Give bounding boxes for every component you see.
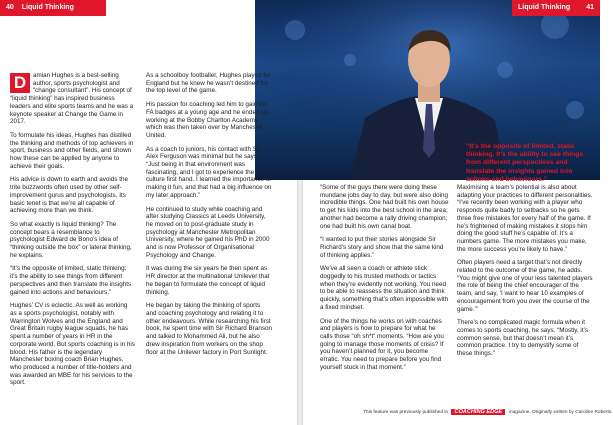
article-paragraph: As a coach to juniors, his contact with Sir Alex Ferguson was minimal but he says: “Just being in that environment was fascinating, and I got to experience the culture first hand. I learned the importance of making it fun, and that had a big influence on my later approach.” <box>146 145 272 199</box>
article-column-1 <box>10 72 135 393</box>
article-paragraph: We’ve all seen a coach or athlete stick doggedly to his trusted methods or tactics when they’re evidently not working. You need to be able to reassess the situation and think quickly, something that’s often impossible with a fixed mindset. <box>320 265 449 311</box>
article-column-3 <box>320 184 449 377</box>
article-paragraph: “Some of the guys there were doing these mundane jobs day to day, but were also doing incredible things. One had built his own house to get his kids into the best school in the area; another had become a rally driving champion; one had built his own canal boat. <box>320 184 449 230</box>
coaching-edge-logo: COACHING EDGE <box>451 409 505 415</box>
article-paragraph: Hughes’ CV is eclectic. As well as working as a sports psychologist, notably with Warrington Wolves and the England and Great Britain rugby league squads, he has spent a number of years in HR in the corporate world. But sports coaching is in his blood. His father is the legendary Manchester boxing coach Brian Hughes, who produced a number of title-holders and was awarded an MBE for his services to the sport. <box>10 302 135 387</box>
pull-quote: “It’s the opposite of limited, static thinking. It’s the ability to see things from different perspectives and translate the insights gained into actions and behaviours.” <box>466 143 584 183</box>
publication-credit <box>363 409 613 415</box>
article-paragraph: His advice is down to earth and avoids the trite buzzwords often used by other self-improvement gurus and psychologists. Its basic tenet is that we’re all capable of achieving more than we think. <box>10 176 128 215</box>
article-paragraph: As a schoolboy footballer, Hughes played for England but he knew he wasn’t destined for the top level of the game. <box>146 72 271 95</box>
left-page-header <box>0 0 106 16</box>
article-paragraph: He began by taking the thinking of sports and coaching psychology and relating it to other endeavours. While researching his first book, he spent time with Sir Richard Branson and talked to Mohammed Ali, but he also drew inspiration from workers on the shop floor at the Unilever factory in Port Sunlight. <box>146 302 272 356</box>
paragraph-text: amian Hughes is a best-selling author, sports psychologist and “change consultant”. His concept of “liquid thinking” has inspired business leaders and elite sports teams and he was a keynote speaker at Change the Game in 2017. <box>10 72 134 126</box>
article-paragraph: Often players need a target that’s not directly related to the outcome of the game, he adds. “You might give one of your less talented players the role of being the chief encourager of the team, and say, ‘I want to hear 10 examples of encouragement from you over the course of the game.’” <box>457 259 593 313</box>
article-paragraph: His passion for coaching led him to gain his FA badges at a young age and he ended up working at the Bobby Charlton Academy, which was then taken over by Manchester United. <box>146 101 269 139</box>
credit-suffix: magazine. Originally written by Caroline Roberts. <box>508 410 613 415</box>
article-paragraph: He continued to study while coaching and after studying Classics at Leeds University, he moved on to post-graduate study in psychology at Manchester Metropolitan University, where he gained his PhD in 2000 and is now Professor of Organisational Psychology and Change. <box>146 205 270 259</box>
left-page-number: 40 <box>6 4 14 11</box>
drop-cap: D <box>10 73 30 93</box>
article-paragraph: It was during the six years he then spent as HR director at the multinational Unilever that he began to formulate the concept of liquid thinking. <box>146 265 270 296</box>
article-column-2 <box>146 72 272 362</box>
right-page-header <box>512 0 600 16</box>
article-paragraph: There’s no complicated magic formula when it comes to sports coaching, he says. “Mostly, it’s common sense, but that doesn’t mean it’s common practice. I try to demystify some of these things.” <box>457 319 589 358</box>
article-paragraph: “I wanted to put their stories alongside Sir Richard’s story and show that the same kind of thinking applies.” <box>320 236 444 259</box>
right-section-title: Liquid Thinking <box>518 4 571 11</box>
article-paragraph: To formulate his ideas, Hughes has distilled the thinking and methods of top achievers in sport, business and other fields, and shown how these can be applied by anyone to achieve their goals. <box>10 131 134 170</box>
article-paragraph: One of the things he works on with coaches and players is how to prepare for what he calls those “oh sh*t” moments. “How are you going to manage those moments of crisis? If you haven’t planned for it, you become erratic. You need to prepare before you find yourself stuck in that moment.” <box>320 317 444 371</box>
article-paragraph <box>10 72 135 126</box>
article-paragraph: Maximising a team’s potential is also about adapting your practices to different personalities. “I’ve recently been working with a player who responds quite badly to setbacks so he gets three free mistakes for every half of the game. If he’s frightened of making mistakes it stops him doing the good stuff he’s capable of. It’s a numbers game. The more mistakes you make, the more success you’re likely to have.” <box>457 184 593 253</box>
credit-prefix: This feature was previously published in <box>363 410 449 415</box>
left-section-title: Liquid Thinking <box>21 4 74 11</box>
article-paragraph: “It’s the opposite of limited, static thinking; it’s the ability to see things from different perspectives and then translate the insights gained into actions and behaviours.” <box>10 265 132 296</box>
right-page-number: 41 <box>586 4 594 11</box>
article-column-4 <box>457 184 593 364</box>
article-paragraph: So what exactly is liquid thinking? The concept bears a resemblance to psychologist Edward de Bono’s idea of “thinking outside the box” or lateral thinking, he explains. <box>10 220 132 259</box>
